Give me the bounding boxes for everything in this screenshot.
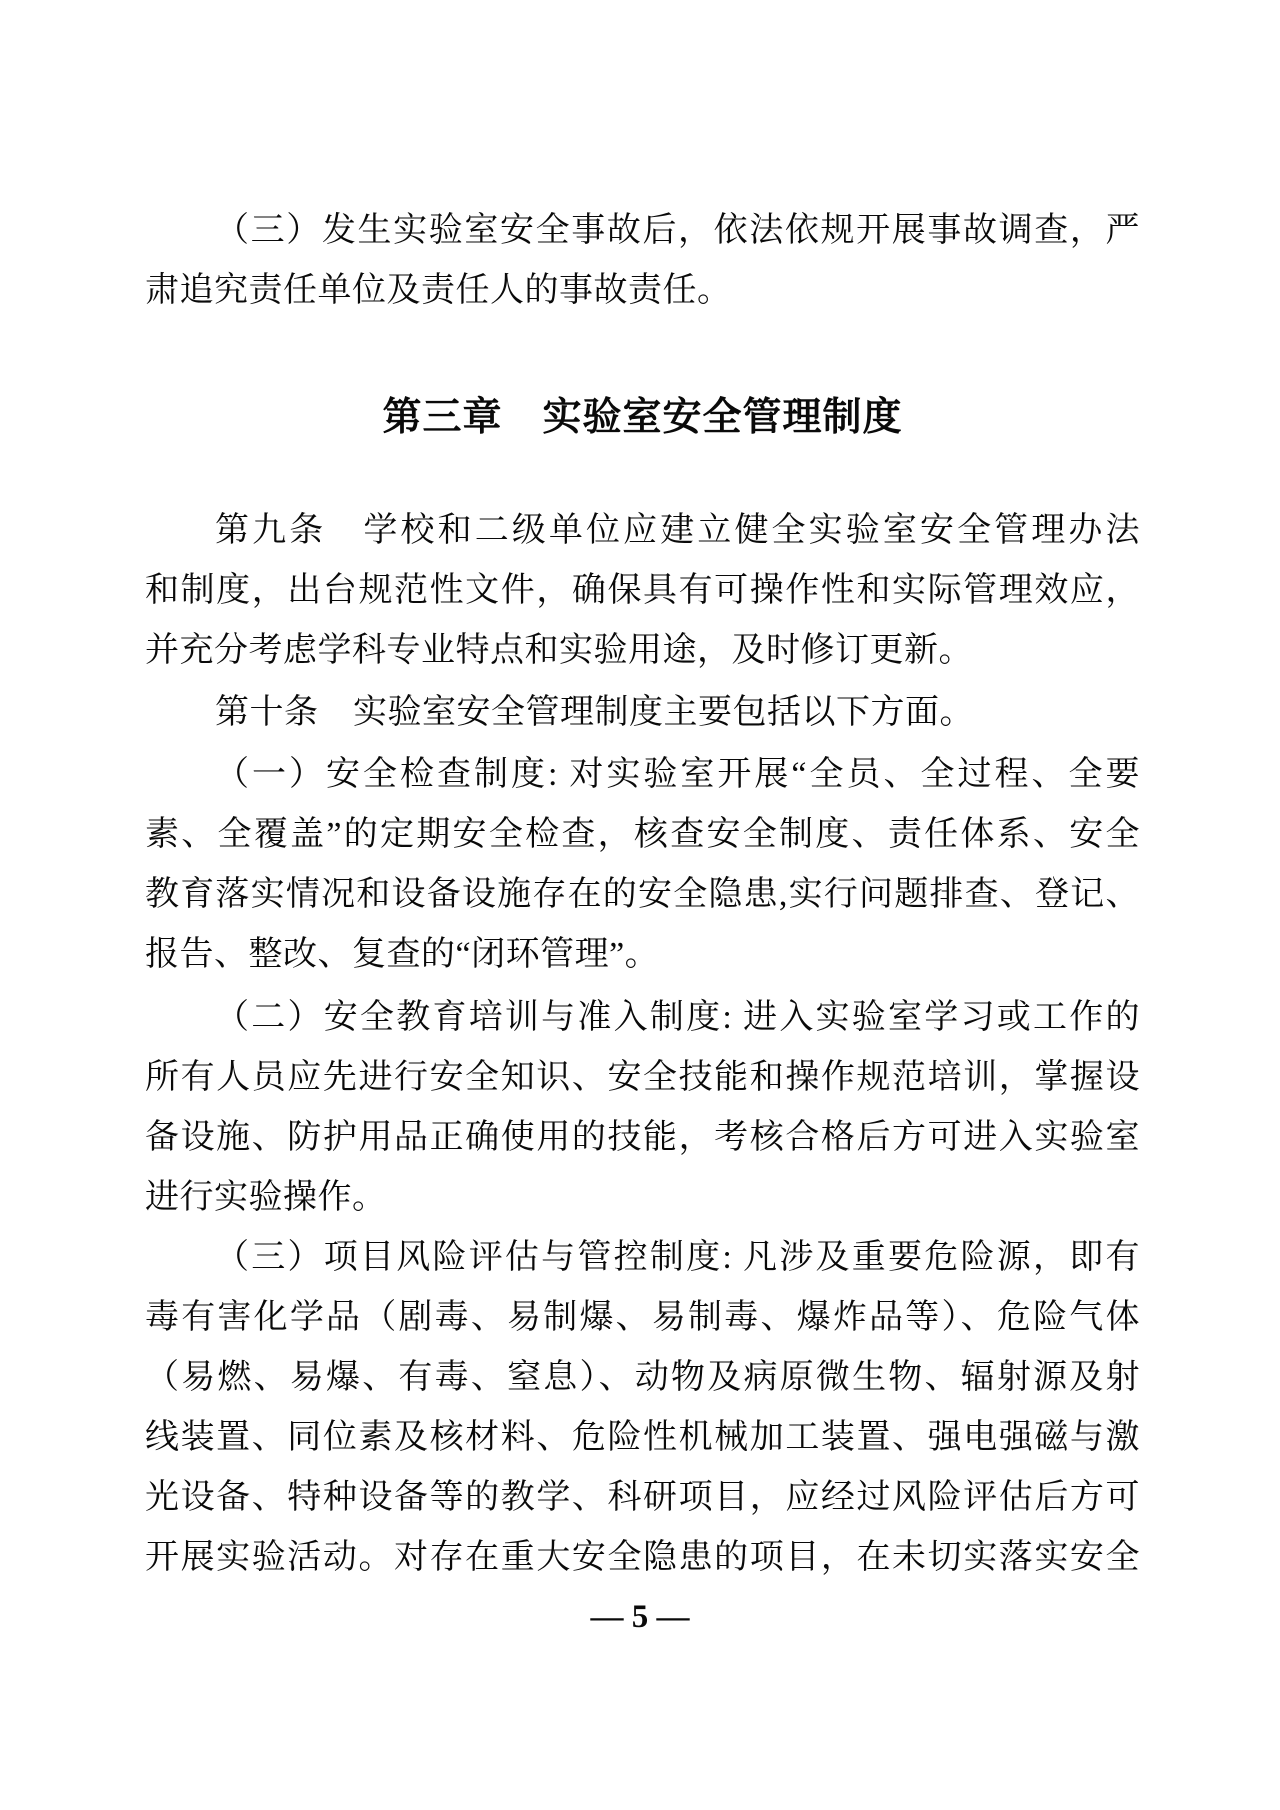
text-line: 线装置、同位素及核材料、危险性机械加工装置、强电强磁与激	[145, 1419, 1140, 1456]
text-line: （一）安全检查制度: 对实验室开展“全员、全过程、全要	[215, 756, 1140, 793]
paragraph-item-3-accident	[145, 201, 1140, 321]
text-line: 素、全覆盖”的定期安全检查，核查安全制度、责任体系、安全	[145, 816, 1140, 853]
text-line: 开展实验活动。对存在重大安全隐患的项目，在未切实落实安全	[145, 1539, 1140, 1576]
text-line: （易燃、易爆、有毒、窒息）、动物及病原微生物、辐射源及射	[145, 1359, 1140, 1396]
text-line: 光设备、特种设备等的教学、科研项目，应经过风险评估后方可	[145, 1479, 1140, 1516]
text-line: 报告、整改、复查的“闭环管理”。	[145, 936, 660, 973]
text-line: 肃追究责任单位及责任人的事故责任。	[145, 272, 732, 309]
document-body	[145, 201, 1140, 1588]
text-line: 进行实验操作。	[145, 1179, 387, 1216]
text-line: 并充分考虑学科专业特点和实验用途，及时修订更新。	[145, 632, 973, 669]
text-line: 第九条 学校和二级单位应建立健全实验室安全管理办法	[215, 512, 1140, 549]
text-line: （三）发生实验室安全事故后，依法依规开展事故调查，严	[215, 212, 1140, 249]
text-line: 备设施、防护用品正确使用的技能，考核合格后方可进入实验室	[145, 1119, 1140, 1156]
text-line: 毒有害化学品（剧毒、易制爆、易制毒、爆炸品等）、危险气体	[145, 1299, 1140, 1336]
page-number: — 5 —	[590, 1599, 690, 1635]
text-line: 所有人员应先进行安全知识、安全技能和操作规范培训，掌握设	[145, 1059, 1140, 1096]
paragraph-article-9	[145, 501, 1140, 681]
paragraph-item-2-training	[145, 988, 1140, 1228]
paragraph-item-1-inspection	[145, 745, 1140, 985]
text-line: 和制度，出台规范性文件，确保具有可操作性和实际管理效应，	[145, 572, 1140, 609]
text-line: （二）安全教育培训与准入制度: 进入实验室学习或工作的	[215, 999, 1140, 1036]
text-line: 第十条 实验室安全管理制度主要包括以下方面。	[215, 694, 974, 731]
chapter-heading: 第三章 实验室安全管理制度	[382, 396, 903, 439]
text-line: （三）项目风险评估与管控制度: 凡涉及重要危险源，即有	[215, 1239, 1140, 1276]
paragraph-article-10	[145, 683, 1140, 743]
paragraph-item-3-risk-assessment	[145, 1228, 1140, 1588]
text-line: 教育落实情况和设备设施存在的安全隐患,实行问题排查、登记、	[145, 876, 1140, 913]
